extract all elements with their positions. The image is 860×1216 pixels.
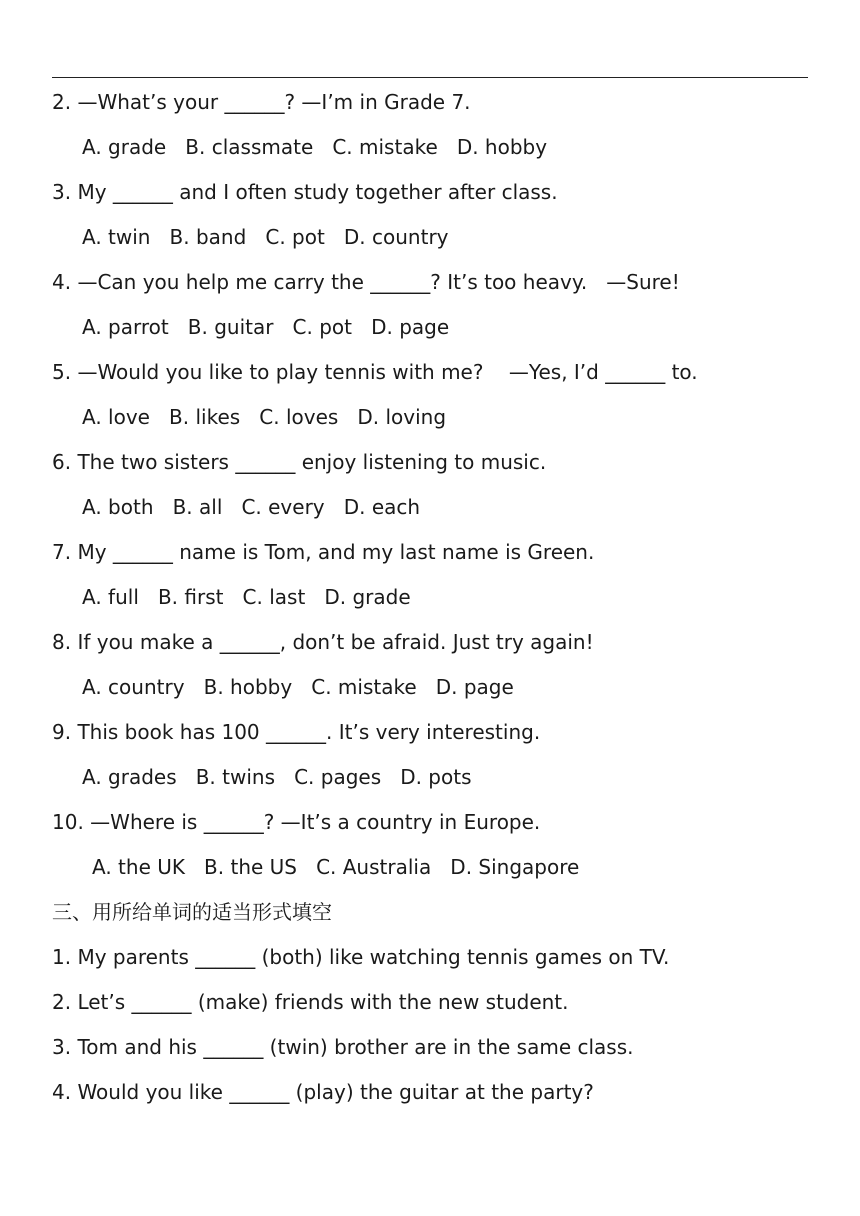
question-5-options: A. love B. likes C. loves D. loving (82, 405, 447, 429)
header-rule (52, 77, 808, 78)
fill-question-1: 1. My parents ______ (both) like watching tennis games on TV. (52, 945, 670, 969)
question-7-options: A. full B. first C. last D. grade (82, 585, 411, 609)
question-3: 3. My ______ and I often study together after class. (52, 180, 558, 204)
question-7: 7. My ______ name is Tom, and my last name is Green. (52, 540, 595, 564)
question-6: 6. The two sisters ______ enjoy listening to music. (52, 450, 547, 474)
question-4-options: A. parrot B. guitar C. pot D. page (82, 315, 450, 339)
question-8: 8. If you make a ______, don’t be afraid. Just try again! (52, 630, 594, 654)
question-4: 4. —Can you help me carry the ______? It’s too heavy. —Sure! (52, 270, 680, 294)
question-3-options: A. twin B. band C. pot D. country (82, 225, 449, 249)
question-9-options: A. grades B. twins C. pages D. pots (82, 765, 472, 789)
question-10: 10. —Where is ______? —It’s a country in Europe. (52, 810, 541, 834)
question-5: 5. —Would you like to play tennis with me? —Yes, I’d ______ to. (52, 360, 698, 384)
question-9: 9. This book has 100 ______. It’s very interesting. (52, 720, 541, 744)
question-10-options: A. the UK B. the US C. Australia D. Singapore (92, 855, 580, 879)
fill-question-2: 2. Let’s ______ (make) friends with the new student. (52, 990, 569, 1014)
fill-question-3: 3. Tom and his ______ (twin) brother are in the same class. (52, 1035, 634, 1059)
question-8-options: A. country B. hobby C. mistake D. page (82, 675, 514, 699)
question-2: 2. —What’s your ______? —I’m in Grade 7. (52, 90, 471, 114)
question-6-options: A. both B. all C. every D. each (82, 495, 421, 519)
section-3-heading: 三、用所给单词的适当形式填空 (52, 900, 332, 924)
question-2-options: A. grade B. classmate C. mistake D. hobby (82, 135, 548, 159)
fill-question-4: 4. Would you like ______ (play) the guitar at the party? (52, 1080, 594, 1104)
